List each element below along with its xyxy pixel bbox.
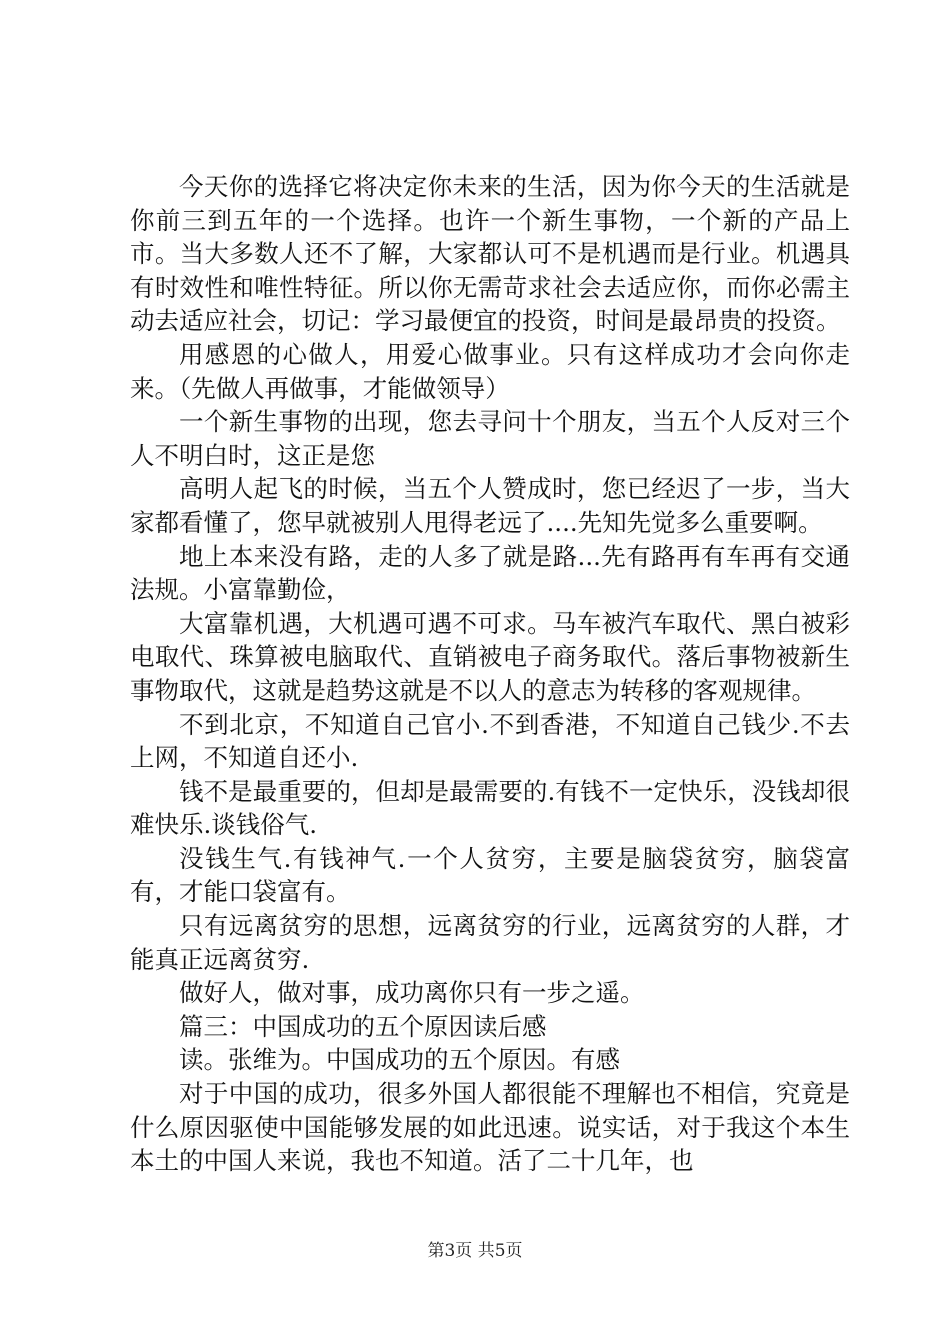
paragraph-1: 今天你的选择它将决定你未来的生活，因为你今天的生活就是你前三到五年的一个选择。也许一个新生事物，一个新的产品上市。当大多数人还不了解，大家都认可不是机遇而是行业。机遇具有时效性和唯性特征。所以你无需苛求社会去适应你，而你必需主动去适应社会，切记：学习最便宜的投资，时间是最昂贵的投资。 <box>130 172 850 336</box>
paragraph-8: 钱不是最重要的，但却是最需要的.有钱不一定快乐，没钱却很难快乐.谈钱俗气. <box>130 776 850 840</box>
paragraph-7: 不到北京，不知道自己官小.不到香港，不知道自己钱少.不去上网，不知道自还小. <box>130 709 850 773</box>
section-heading: 篇三：中国成功的五个原因读后感 <box>179 1011 547 1041</box>
paragraph-11: 做好人，做对事，成功离你只有一步之遥。 <box>179 978 645 1008</box>
body-text <box>130 170 850 1178</box>
paragraph-9: 没钱生气.有钱神气.一个人贫穷，主要是脑袋贫穷，脑袋富有，才能口袋富有。 <box>130 843 850 907</box>
paragraph-4: 高明人起飞的时候，当五个人赞成时，您已经迟了一步，当大家都看懂了，您早就被别人甩得老远了....先知先觉多么重要啊。 <box>130 474 850 537</box>
paragraph-5: 地上本来没有路，走的人多了就是路...先有路再有车再有交通法规。小富靠勤俭， <box>130 541 850 605</box>
paragraph-14: 对于中国的成功，很多外国人都很能不理解也不相信，究竟是什么原因驱使中国能够发展的如此迅速。说实话，对于我这个本生本土的中国人来说，我也不知道。活了二十几年，也 <box>130 1079 850 1176</box>
paragraph-13: 读。张维为。中国成功的五个原因。有感 <box>179 1045 620 1075</box>
paragraph-10: 只有远离贫穷的思想，远离贫穷的行业，远离贫穷的人群，才能真正远离贫穷. <box>130 911 850 974</box>
page-footer: 第3页 共5页 <box>427 1241 523 1261</box>
paragraph-2: 用感恩的心做人，用爱心做事业。只有这样成功才会向你走来。（先做人再做事，才能做领导） <box>130 339 850 403</box>
paragraph-6: 大富靠机遇，大机遇可遇不可求。马车被汽车取代、黑白被彩电取代、珠算被电脑取代、直销被电子商务取代。落后事物被新生事物取代，这就是趋势这就是不以人的意志为转移的客观规律。 <box>130 608 850 705</box>
paragraph-3: 一个新生事物的出现，您去寻问十个朋友，当五个人反对三个人不明白时，这正是您 <box>130 407 850 470</box>
